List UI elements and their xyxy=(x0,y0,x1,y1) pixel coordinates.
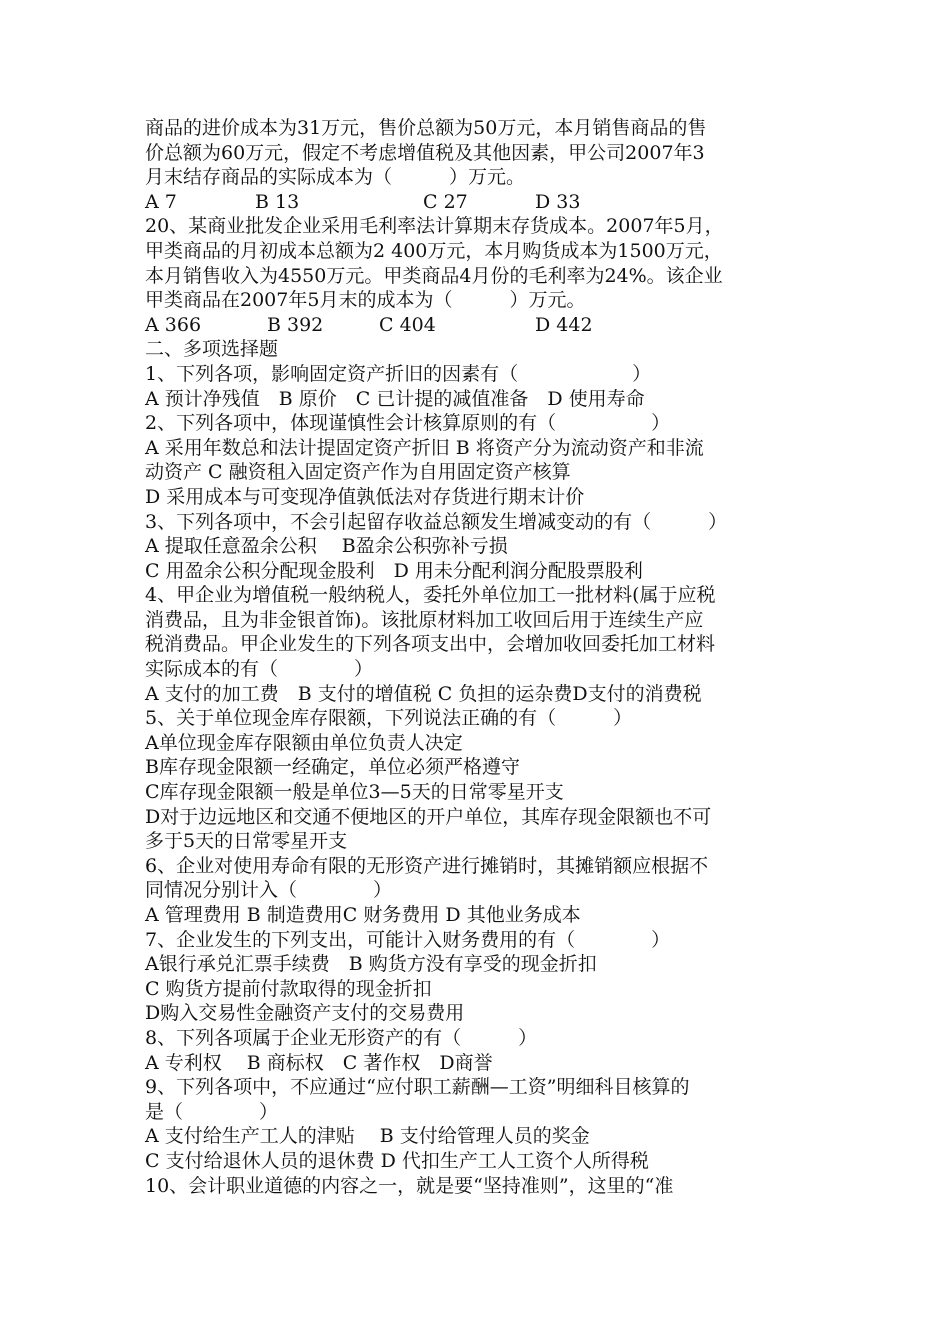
text-line: 1、下列各项，影响固定资产折旧的因素有（ ） xyxy=(145,362,652,385)
text-line: C 支付给退休人员的退休费 D 代扣生产工人工资个人所得税 xyxy=(145,1149,649,1172)
text-line: 9、下列各项中，不应通过“应付职工薪酬—工资”明细科目核算的 xyxy=(145,1076,690,1099)
q20-options xyxy=(145,313,810,338)
text-line: 2、下列各项中，体现谨慎性会计核算原则的有（ ） xyxy=(145,412,671,435)
text-line: 同情况分别计入（ ） xyxy=(145,879,393,902)
document-page xyxy=(145,116,810,1198)
text-line: 10、会计职业道德的内容之一，就是要“坚持准则”，这里的“准 xyxy=(145,1174,674,1197)
text-line: 月末结存商品的实际成本为（ ）万元。 xyxy=(145,166,526,189)
q20-line: 甲类商品的月初成本总额为2 400万元，本月购货成本为1500万元， xyxy=(145,239,723,262)
q20-option-a: A 366 xyxy=(145,313,202,336)
q20-line: 20、某商业批发企业采用毛利率法计算期末存货成本。2007年5月， xyxy=(145,215,724,238)
text-line: C库存现金限额一般是单位3—5天的日常零星开支 xyxy=(145,781,564,804)
q20-option-b: B 392 xyxy=(267,313,324,336)
text-line: 商品的进价成本为31万元，售价总额为50万元，本月销售商品的售 xyxy=(145,117,707,139)
text-line: 6、企业对使用寿命有限的无形资产进行摊销时，其摊销额应根据不 xyxy=(145,854,709,877)
text-line: A单位现金库存限额由单位负责人决定 xyxy=(145,731,463,754)
question-body xyxy=(145,362,810,1198)
text-line: A 专利权 B 商标权 C 著作权 D商誉 xyxy=(145,1051,493,1074)
text-line: 多于5天的日常零星开支 xyxy=(145,830,348,853)
text-line: A银行承兑汇票手续费 B 购货方没有享受的现金折扣 xyxy=(145,953,597,976)
q20-option-d: D 442 xyxy=(535,313,593,336)
text-line: C 购货方提前付款取得的现金折扣 xyxy=(145,977,432,1000)
text-line: B库存现金限额一经确定，单位必须严格遵守 xyxy=(145,756,520,779)
text-line: 消费品，且为非金银首饰)。该批原材料加工收回后用于连续生产应 xyxy=(145,608,704,631)
text-line: 动资产 C 融资租入固定资产作为自用固定资产核算 xyxy=(145,461,571,484)
text-line: 是（ ） xyxy=(145,1100,279,1123)
q19-option-b: B 13 xyxy=(255,190,300,213)
text-line: A 管理费用 B 制造费用C 财务费用 D 其他业务成本 xyxy=(145,904,581,926)
text-line: C 用盈余公积分配现金股利 D 用未分配利润分配股票股利 xyxy=(145,559,643,582)
q19-option-a: A 7 xyxy=(145,190,177,213)
text-line: 5、关于单位现金库存限额，下列说法正确的有（ ） xyxy=(145,707,633,730)
q20-line: 甲类商品在2007年5月末的成本为（ ）万元。 xyxy=(145,289,586,312)
text-line: 4、甲企业为增值税一般纳税人，委托外单位加工一批材料(属于应税 xyxy=(145,584,716,607)
text-line: A 支付的加工费 B 支付的增值税 C 负担的运杂费D支付的消费税 xyxy=(145,682,702,705)
text-line: A 支付给生产工人的津贴 B 支付给管理人员的奖金 xyxy=(145,1125,590,1148)
q19-option-c: C 27 xyxy=(423,190,468,213)
text-line: 价总额为60万元，假定不考虑增值税及其他因素，甲公司2007年3 xyxy=(145,141,705,164)
text-line: D购入交易性金融资产支付的交易费用 xyxy=(145,1002,465,1025)
text-line: A 提取任意盈余公积 B盈余公积弥补亏损 xyxy=(145,535,508,558)
text-line: D对于边远地区和交通不便地区的开户单位，其库存现金限额也不可 xyxy=(145,805,712,828)
q20-line: 本月销售收入为4550万元。甲类商品4月份的毛利率为24%。该企业 xyxy=(145,264,723,287)
text-line: A 采用年数总和法计提固定资产折旧 B 将资产分为流动资产和非流 xyxy=(145,436,704,459)
q20-option-c: C 404 xyxy=(379,313,436,336)
q19-option-d: D 33 xyxy=(535,190,581,213)
section-heading: 二、多项选择题 xyxy=(145,338,279,361)
text-line: 税消费品。甲企业发生的下列各项支出中，会增加收回委托加工材料 xyxy=(145,633,716,656)
text-line: 3、下列各项中，不会引起留存收益总额发生增减变动的有（ ） xyxy=(145,510,728,533)
text-line: A 预计净残值 B 原价 C 已计提的减值准备 D 使用寿命 xyxy=(145,387,645,410)
text-line: 实际成本的有（ ） xyxy=(145,658,374,681)
text-line: 8、下列各项属于企业无形资产的有（ ） xyxy=(145,1026,538,1049)
text-line: 7、企业发生的下列支出，可能计入财务费用的有（ ） xyxy=(145,928,671,951)
text-line: D 采用成本与可变现净值孰低法对存货进行期末计价 xyxy=(145,485,585,508)
q19-options xyxy=(145,190,810,215)
